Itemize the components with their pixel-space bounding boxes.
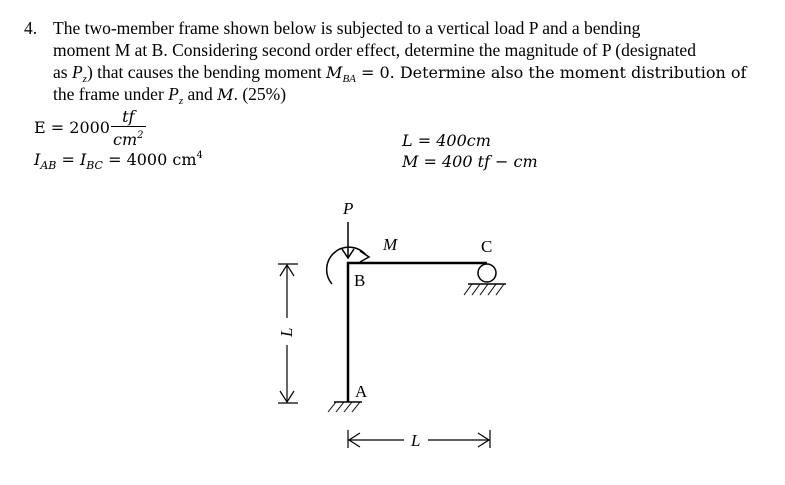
problem-line-2: moment M at B. Considering second order effect, determine the magnitude of P (designated [53, 40, 696, 60]
elastic-modulus-lhs: E = 2000 [34, 118, 110, 137]
pin-support-C [464, 264, 506, 295]
moment-label: M [383, 235, 398, 254]
node-B-label: B [354, 271, 366, 290]
length-value: L = 400cm [402, 131, 491, 150]
load-label: P [343, 199, 354, 218]
moment-value: M = 400 tf − cm [402, 152, 538, 171]
fixed-support-A [328, 402, 362, 412]
problem-line-3: as $P_z$) that causes the bending moment $M_{BA} = 0$. Determine also the moment distribution of [53, 62, 747, 85]
load-P-arrow [342, 222, 354, 258]
vertical-dimension-label: L [277, 327, 296, 337]
problem-line-4: the frame under $P_z$ and M. (25%) [53, 84, 287, 107]
problem-line-1: The two-member frame shown below is subjected to a vertical load P and a bending [53, 18, 641, 38]
moment-of-inertia-equation: $I_{AB} = I_{BC} = 4000$ $cm^4$ [34, 150, 203, 172]
elastic-modulus-fraction: $\frac{tf}{cm^2}$ [112, 107, 144, 149]
problem-number: 4. [24, 18, 38, 38]
node-C-label: C [481, 237, 493, 256]
node-A-label: A [355, 382, 368, 401]
horizontal-dimension-label: L [411, 431, 421, 450]
